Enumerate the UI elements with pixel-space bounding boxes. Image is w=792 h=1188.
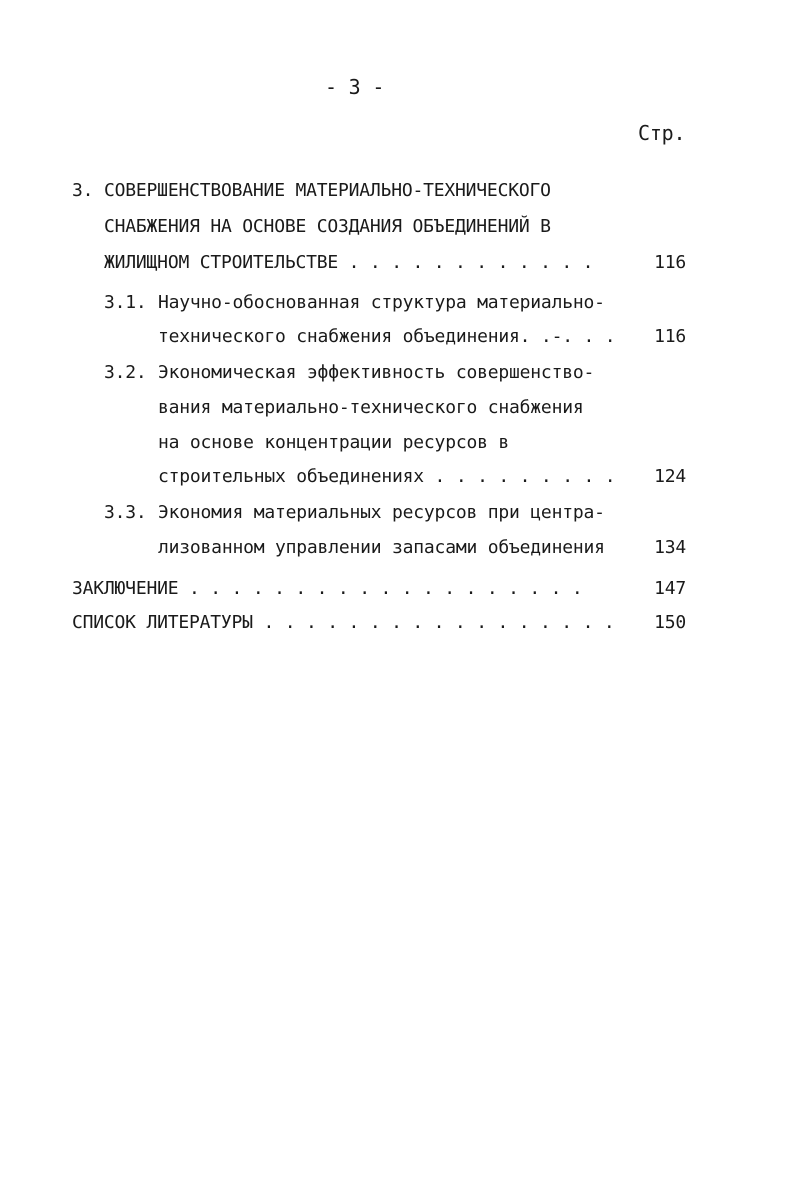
toc-entry-page: 124 — [654, 466, 686, 487]
toc-entry-title-line: лизованном управлении запасами объединения — [158, 537, 605, 558]
toc-entry-title-line: Экономия материальных ресурсов при центра- — [158, 502, 605, 523]
toc-entry-title-line: СОВЕРШЕНСТВОВАНИЕ МАТЕРИАЛЬНО-ТЕХНИЧЕСКОГО — [104, 180, 551, 201]
toc-entry-title-line: строительных объединениях . . . . . . . . . — [158, 466, 616, 487]
toc-entry-number: 3.2. — [104, 362, 147, 383]
toc-entry-title-line: ЖИЛИЩНОМ СТРОИТЕЛЬСТВЕ . . . . . . . . . . . . — [104, 252, 594, 273]
toc-entry-number: 3.1. — [104, 292, 147, 313]
toc-entry-title-line: технического снабжения объединения. .-. . . — [158, 326, 616, 347]
page-number: - 3 - — [325, 75, 385, 99]
toc-entry-title-line: вания материально-технического снабжения — [158, 397, 584, 418]
toc-entry-page: 147 — [654, 578, 686, 599]
toc-entry-page: 134 — [654, 537, 686, 558]
toc-entry-title-line: ЗАКЛЮЧЕНИЕ . . . . . . . . . . . . . . . . . . . — [72, 578, 583, 599]
toc-entry-number: 3.3. — [104, 502, 147, 523]
toc-entry-page: 116 — [654, 252, 686, 273]
page-column-header: Стр. — [638, 121, 686, 145]
toc-entry-title-line: Научно-обоснованная структура материально- — [158, 292, 605, 313]
toc-entry-number: 3. — [72, 180, 94, 201]
toc-entry-page: 150 — [654, 612, 686, 633]
toc-entry-title-line: на основе концентрации ресурсов в — [158, 432, 510, 453]
toc-entry-page: 116 — [654, 326, 686, 347]
toc-entry-title-line: Экономическая эффективность совершенство- — [158, 362, 595, 383]
toc-entry-title-line: СПИСОК ЛИТЕРАТУРЫ . . . . . . . . . . . . . . . . . — [72, 612, 615, 633]
toc-entry-title-line: СНАБЖЕНИЯ НА ОСНОВЕ СОЗДАНИЯ ОБЪЕДИНЕНИЙ В — [104, 216, 551, 237]
